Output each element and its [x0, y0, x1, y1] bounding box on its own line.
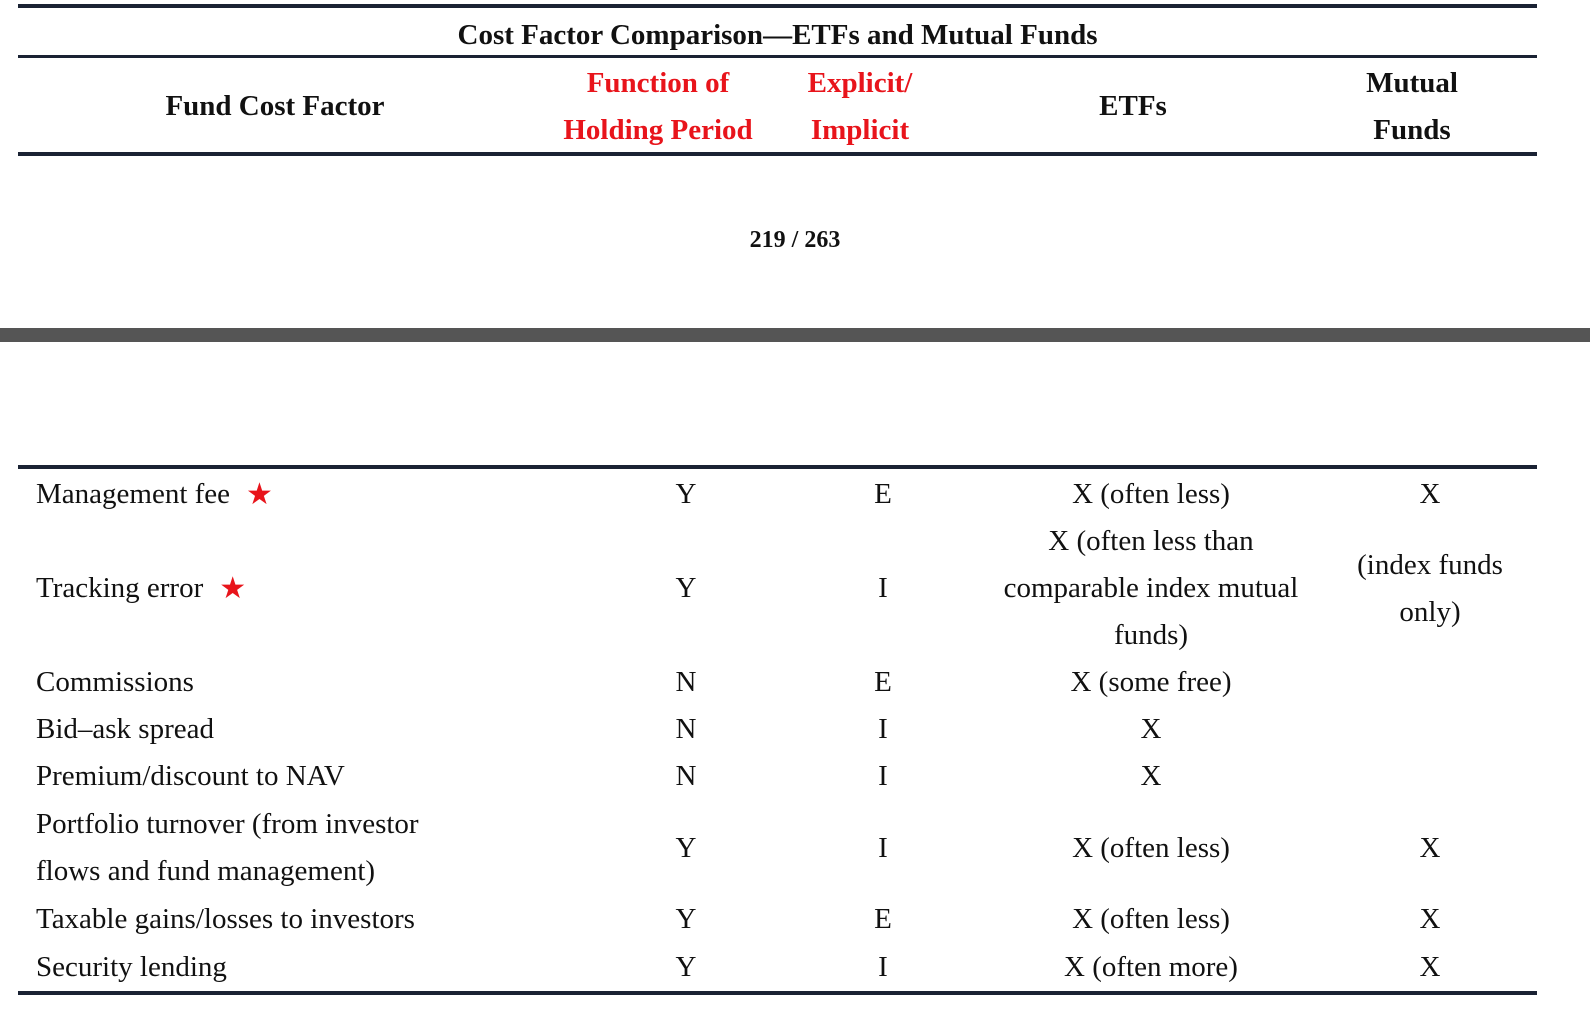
etfs-cell-line: comparable index mutual	[1003, 572, 1299, 604]
holding-period-cell: N	[675, 760, 697, 792]
cost-factor-cell	[36, 753, 596, 800]
red-star-icon: ★	[219, 571, 247, 605]
cost-factor-cell-line: Premium/discount to NAV	[36, 760, 345, 792]
header-explicit-implicit	[780, 60, 940, 154]
explicit-implicit-cell: E	[874, 666, 892, 698]
table-row	[18, 706, 1537, 753]
red-star-icon: ★	[246, 477, 273, 511]
etfs-cell	[976, 471, 1326, 518]
etfs-cell-line: X	[1140, 760, 1162, 792]
holding-period-cell: Y	[675, 831, 697, 864]
header-holding-period	[548, 60, 768, 154]
cost-factor-cell	[36, 659, 596, 706]
table-row	[18, 518, 1537, 659]
etfs-cell-line: funds)	[1113, 619, 1189, 651]
header-etfs: ETFs	[1099, 90, 1167, 122]
etfs-cell	[976, 802, 1326, 894]
mutual-funds-cell	[1340, 896, 1520, 943]
mutual-funds-cell-line: X	[1419, 831, 1441, 864]
explicit-implicit-cell: I	[878, 951, 888, 983]
etfs-cell	[976, 753, 1326, 800]
holding-period-cell: Y	[675, 572, 697, 604]
body-bottom-rule	[18, 991, 1537, 995]
mutual-funds-cell-line: X	[1419, 903, 1441, 935]
etfs-cell-line: X (often less)	[1072, 903, 1230, 935]
etfs-cell-line: X (often more)	[1064, 951, 1238, 983]
table-row	[18, 896, 1537, 943]
mutual-funds-cell-line: (index funds	[1357, 548, 1503, 581]
cost-factor-cell	[36, 471, 596, 518]
body-top-rule	[18, 465, 1537, 469]
page-separator	[0, 328, 1590, 342]
cost-factor-cell-line: Management fee	[36, 478, 231, 510]
cost-factor-cell-line: Security lending	[36, 951, 227, 983]
cost-factor-cell-line: Tracking error	[36, 572, 204, 604]
explicit-implicit-cell: I	[878, 572, 888, 604]
table-row	[18, 471, 1537, 518]
page-indicator: 219 / 263	[749, 227, 841, 253]
header-fund-cost-factor: Fund Cost Factor	[165, 90, 385, 122]
cost-factor-cell-line: Bid–ask spread	[36, 713, 214, 745]
header-explicit-implicit-line: Implicit	[810, 114, 910, 146]
holding-period-cell: Y	[675, 951, 697, 983]
explicit-implicit-cell: E	[874, 903, 892, 935]
holding-period-cell: Y	[675, 903, 697, 935]
table-row	[18, 753, 1537, 800]
holding-period-cell: Y	[675, 478, 697, 510]
header-holding-period-line: Function of	[586, 67, 730, 99]
header-top-rule	[18, 4, 1537, 8]
explicit-implicit-cell: I	[878, 831, 888, 864]
mutual-funds-cell	[1340, 753, 1520, 800]
mutual-funds-cell	[1340, 518, 1520, 659]
title-rule	[18, 55, 1537, 58]
cost-factor-cell	[36, 518, 596, 659]
mutual-funds-cell-line: X	[1419, 478, 1441, 510]
mutual-funds-cell	[1340, 471, 1520, 518]
etfs-cell	[976, 518, 1326, 659]
cost-factor-cell-line: Portfolio turnover (from investor	[36, 808, 419, 840]
mutual-funds-cell-line: X	[1419, 951, 1441, 983]
mutual-funds-cell	[1340, 802, 1520, 894]
header-bottom-rule	[18, 152, 1537, 156]
mutual-funds-cell-line: only)	[1399, 595, 1461, 628]
table-title: Cost Factor Comparison—ETFs and Mutual Funds	[457, 19, 1098, 51]
header-mutual-funds	[1322, 60, 1502, 154]
table-row	[18, 659, 1537, 706]
etfs-cell	[976, 706, 1326, 753]
etfs-cell-line: X (often less)	[1072, 831, 1230, 864]
explicit-implicit-cell: I	[878, 760, 888, 792]
explicit-implicit-cell: E	[874, 478, 892, 510]
holding-period-cell: N	[675, 666, 697, 698]
table-row	[18, 802, 1537, 894]
etfs-cell-line: X (some free)	[1070, 666, 1232, 698]
etfs-cell	[976, 944, 1326, 991]
cost-factor-cell	[36, 706, 596, 753]
header-mutual-funds-line: Mutual	[1366, 67, 1458, 99]
header-mutual-funds-line: Funds	[1373, 114, 1451, 146]
header-explicit-implicit-line: Explicit/	[807, 67, 913, 99]
explicit-implicit-cell: I	[878, 713, 888, 745]
header-holding-period-line: Holding Period	[563, 114, 753, 146]
etfs-cell-line: X (often less)	[1072, 478, 1230, 510]
etfs-cell	[976, 659, 1326, 706]
cost-factor-cell-line: Commissions	[36, 666, 194, 698]
cost-factor-cell	[36, 802, 596, 894]
cost-factor-cell	[36, 944, 596, 991]
etfs-cell-line: X	[1140, 713, 1162, 745]
mutual-funds-cell	[1340, 659, 1520, 706]
mutual-funds-cell	[1340, 944, 1520, 991]
cost-factor-cell-line: flows and fund management)	[36, 855, 376, 887]
cost-factor-cell-line: Taxable gains/losses to investors	[36, 903, 415, 935]
holding-period-cell: N	[675, 713, 697, 745]
cost-factor-cell	[36, 896, 596, 943]
etfs-cell	[976, 896, 1326, 943]
etfs-cell-line: X (often less than	[1048, 525, 1254, 557]
table-row	[18, 944, 1537, 991]
mutual-funds-cell	[1340, 706, 1520, 753]
